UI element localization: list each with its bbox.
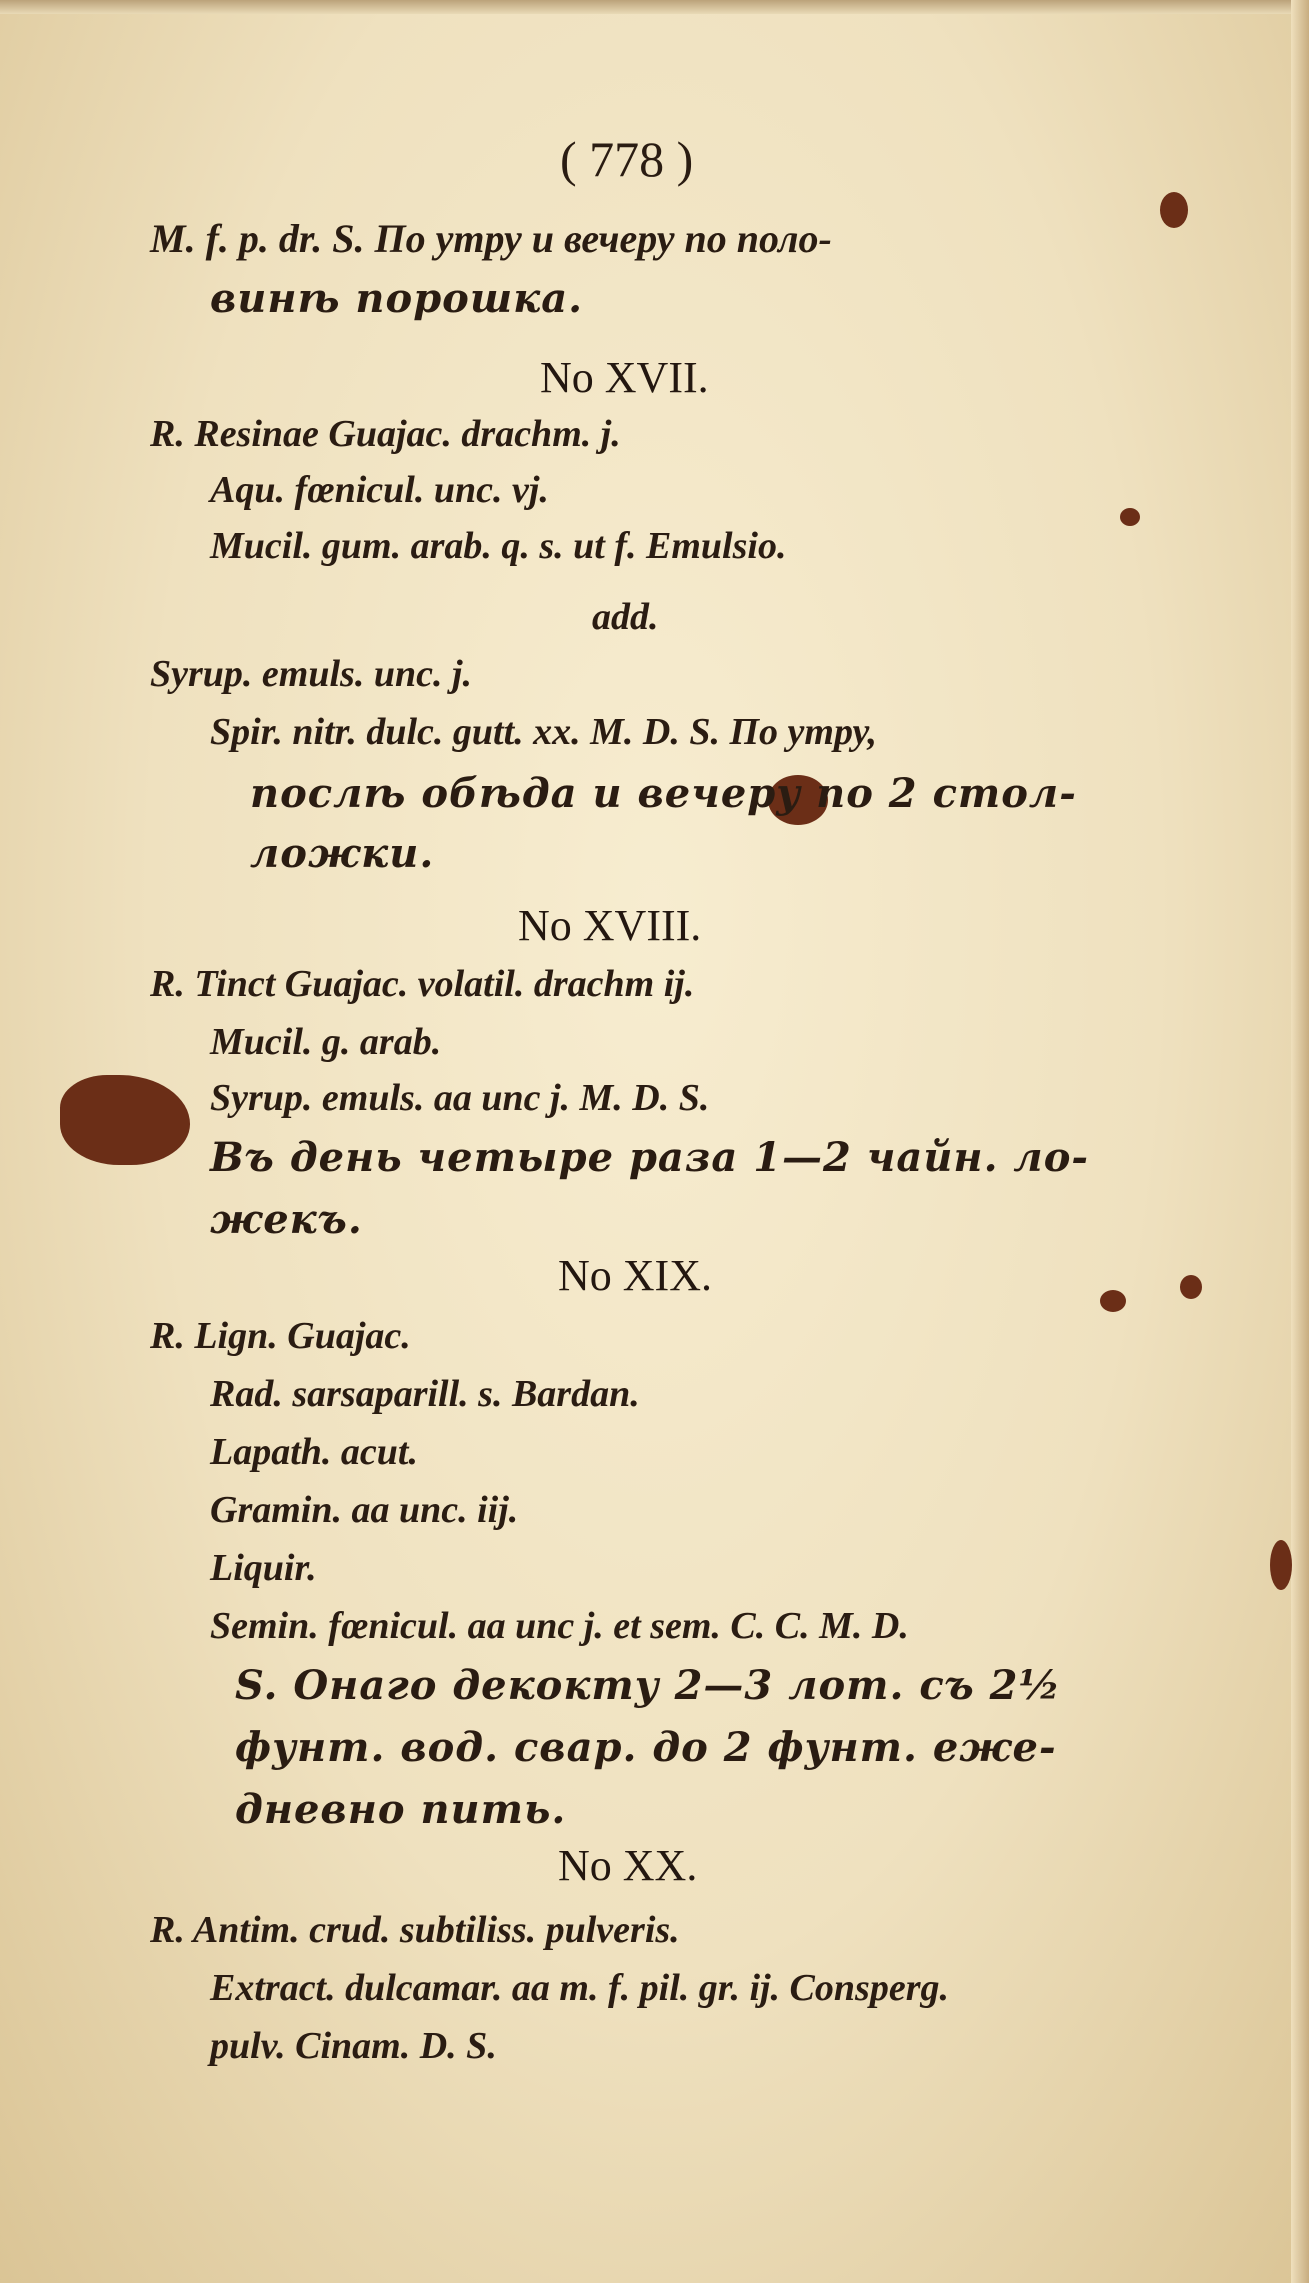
section-heading: No XVII. — [540, 353, 709, 402]
section-heading: No XX. — [558, 1841, 698, 1890]
text-line: Lapath. acut. — [210, 1431, 418, 1473]
text-line: Gramin. aa unc. iij. — [210, 1489, 519, 1531]
text-line: Aqu. fœnicul. unc. vj. — [210, 469, 549, 511]
text-line: Semin. fœnicul. aa unc j. et sem. C. C. M. D. — [210, 1605, 909, 1647]
text-line: дневно пить. — [235, 1786, 567, 1833]
page-edge-top — [0, 0, 1309, 14]
text-line: Mucil. gum. arab. q. s. ut f. Emulsio. — [210, 525, 787, 567]
text-line: R. Lign. Guajac. — [150, 1315, 411, 1357]
text-line: Syrup. emuls. aa unc j. M. D. S. — [210, 1077, 710, 1119]
ink-stain — [1180, 1275, 1202, 1299]
ink-stain — [1100, 1290, 1126, 1312]
text-line: Extract. dulcamar. aa m. f. pil. gr. ij. Consperg. — [210, 1967, 949, 2009]
text-line: жекъ. — [210, 1196, 363, 1243]
text-line: R. Tinct Guajac. volatil. drachm ij. — [150, 963, 695, 1005]
text-line: add. — [592, 596, 659, 638]
text-line: M. f. p. dr. S. По утру и вечеру по поло- — [150, 216, 832, 261]
text-line: Въ день четыре раза 1—2 чайн. ло- — [210, 1134, 1089, 1181]
text-line: Mucil. g. arab. — [210, 1021, 442, 1063]
text-line: ложки. — [250, 830, 435, 877]
ink-stain — [1120, 508, 1140, 526]
section-heading: No XVIII. — [518, 901, 702, 950]
text-line: Liquir. — [210, 1547, 317, 1589]
text-line: S. Онаго декокту 2—3 лот. съ 2½ — [235, 1662, 1062, 1709]
text-line: Spir. nitr. dulc. gutt. xx. M. D. S. По утру, — [210, 711, 877, 753]
text-line: pulv. Cinam. D. S. — [210, 2025, 497, 2067]
section-heading: No XIX. — [558, 1251, 712, 1300]
ink-stain — [1160, 192, 1188, 228]
page-edge-right — [1291, 0, 1309, 2283]
ink-stain — [1270, 1540, 1292, 1590]
page-number: ( 778 ) — [560, 131, 694, 187]
text-line: винѣ порошка. — [210, 275, 584, 322]
text-line: Rad. sarsaparill. s. Bardan. — [210, 1373, 640, 1415]
text-line: R. Antim. crud. subtiliss. pulveris. — [150, 1909, 680, 1951]
text-line: Syrup. emuls. unc. j. — [150, 653, 473, 695]
text-line: R. Resinae Guajac. drachm. j. — [150, 413, 621, 455]
text-line: послѣ обѣда и вечеру по 2 стол- — [250, 770, 1077, 817]
text-line: фунт. вод. свар. до 2 фунт. еже- — [235, 1724, 1057, 1771]
ink-stain — [60, 1075, 190, 1165]
